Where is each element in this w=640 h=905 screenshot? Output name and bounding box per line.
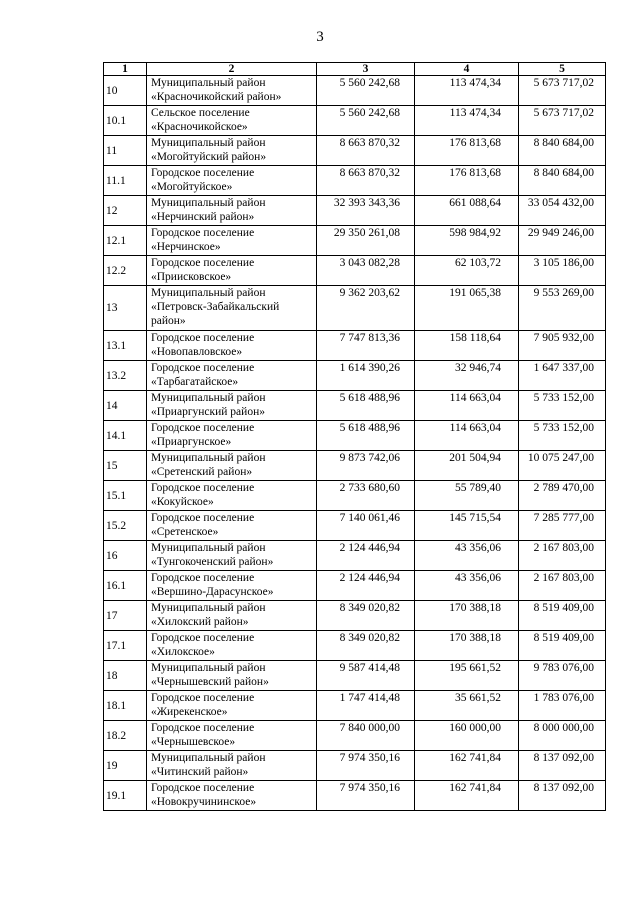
amount-col3-cell: 7 974 350,16 (317, 781, 415, 811)
amount-col4-cell: 162 741,84 (415, 751, 519, 781)
territory-name-line: Городское поселение (151, 512, 255, 524)
territory-name-cell (147, 361, 317, 391)
amount-col5-cell: 5 673 717,02 (519, 76, 606, 106)
table-row (104, 721, 606, 751)
table-row (104, 136, 606, 166)
row-number-cell: 19.1 (104, 781, 147, 811)
table-row (104, 256, 606, 286)
territory-name-cell (147, 421, 317, 451)
amount-col3-cell: 1 614 390,26 (317, 361, 415, 391)
territory-name-cell (147, 286, 317, 331)
territory-name-cell (147, 256, 317, 286)
row-number-cell: 13.1 (104, 331, 147, 361)
territory-name-cell (147, 166, 317, 196)
territory-name-cell (147, 781, 317, 811)
table-row (104, 481, 606, 511)
territory-name-line: Городское поселение (151, 227, 255, 239)
amount-col3-cell: 29 350 261,08 (317, 226, 415, 256)
amount-col5-cell: 8 137 092,00 (519, 751, 606, 781)
amount-col4-cell: 176 813,68 (415, 136, 519, 166)
table-row (104, 361, 606, 391)
amount-col5-cell: 33 054 432,00 (519, 196, 606, 226)
table-row (104, 541, 606, 571)
row-number-cell: 19 (104, 751, 147, 781)
territory-name-line: «Вершино-Дарасунское» (151, 586, 274, 598)
territory-name-cell (147, 721, 317, 751)
row-number-cell: 15 (104, 451, 147, 481)
territory-name-line: «Чернышевское» (151, 736, 236, 748)
territory-name-line: «Тунгокоченский район» (151, 556, 274, 568)
row-number-cell: 15.2 (104, 511, 147, 541)
table-row (104, 661, 606, 691)
territory-name-line: «Сретенский район» (151, 466, 253, 478)
table-header-row (104, 63, 606, 76)
territory-name-line: Городское поселение (151, 362, 255, 374)
row-number-cell: 10 (104, 76, 147, 106)
territory-name-line: Сельское поселение (151, 107, 250, 119)
amount-col4-cell: 201 504,94 (415, 451, 519, 481)
territory-name-line: район» (151, 315, 186, 327)
territory-name-line: «Хилокский район» (151, 616, 249, 628)
territory-name-line: Муниципальный район (151, 392, 266, 404)
territory-name-line: «Приаргунский район» (151, 406, 265, 418)
table-row (104, 601, 606, 631)
territory-name-line: «Нерчинский район» (151, 211, 255, 223)
territory-name-cell (147, 226, 317, 256)
amount-col4-cell: 176 813,68 (415, 166, 519, 196)
amount-col4-cell: 191 065,38 (415, 286, 519, 331)
amount-col5-cell: 8 519 409,00 (519, 631, 606, 661)
amount-col4-cell: 661 088,64 (415, 196, 519, 226)
amount-col5-cell: 7 285 777,00 (519, 511, 606, 541)
amount-col4-cell: 113 474,34 (415, 76, 519, 106)
territory-name-line: Муниципальный район (151, 197, 266, 209)
territory-name-line: «Приисковское» (151, 271, 232, 283)
amount-col5-cell: 2 167 803,00 (519, 571, 606, 601)
amount-col4-cell: 145 715,54 (415, 511, 519, 541)
column-header: 1 (104, 63, 147, 76)
amount-col5-cell: 9 553 269,00 (519, 286, 606, 331)
row-number-cell: 18.1 (104, 691, 147, 721)
row-number-cell: 18 (104, 661, 147, 691)
amount-col4-cell: 598 984,92 (415, 226, 519, 256)
table-row (104, 631, 606, 661)
row-number-cell: 14 (104, 391, 147, 421)
row-number-cell: 13 (104, 286, 147, 331)
territory-name-line: «Хилокское» (151, 646, 215, 658)
territory-name-line: Городское поселение (151, 257, 255, 269)
territory-name-line: Городское поселение (151, 782, 255, 794)
amount-col3-cell: 5 560 242,68 (317, 76, 415, 106)
territory-name-cell (147, 601, 317, 631)
territory-name-line: Городское поселение (151, 422, 255, 434)
amount-col4-cell: 113 474,34 (415, 106, 519, 136)
amount-col5-cell: 8 840 684,00 (519, 136, 606, 166)
amount-col3-cell: 8 663 870,32 (317, 166, 415, 196)
territory-name-cell (147, 331, 317, 361)
amount-col4-cell: 35 661,52 (415, 691, 519, 721)
table-row (104, 76, 606, 106)
amount-col3-cell: 7 140 061,46 (317, 511, 415, 541)
territory-name-line: Городское поселение (151, 482, 255, 494)
territory-name-line: Городское поселение (151, 692, 255, 704)
amount-col4-cell: 32 946,74 (415, 361, 519, 391)
territory-name-cell (147, 571, 317, 601)
territory-name-line: Городское поселение (151, 632, 255, 644)
territory-name-line: «Новопавловское» (151, 346, 243, 358)
table-row (104, 166, 606, 196)
amount-col3-cell: 2 124 446,94 (317, 541, 415, 571)
amount-col4-cell: 43 356,06 (415, 541, 519, 571)
territory-name-line: Городское поселение (151, 572, 255, 584)
amount-col4-cell: 62 103,72 (415, 256, 519, 286)
territory-name-cell (147, 76, 317, 106)
row-number-cell: 11 (104, 136, 147, 166)
column-header: 2 (147, 63, 317, 76)
amount-col5-cell: 9 783 076,00 (519, 661, 606, 691)
amount-col5-cell: 5 733 152,00 (519, 421, 606, 451)
table-row (104, 106, 606, 136)
row-number-cell: 13.2 (104, 361, 147, 391)
territory-name-line: «Кокуйское» (151, 496, 214, 508)
territory-name-line: Муниципальный район (151, 542, 266, 554)
amount-col5-cell: 8 840 684,00 (519, 166, 606, 196)
row-number-cell: 11.1 (104, 166, 147, 196)
territory-name-cell (147, 691, 317, 721)
territory-name-line: Муниципальный район (151, 77, 266, 89)
row-number-cell: 17 (104, 601, 147, 631)
territory-name-line: «Могойтуйское» (151, 181, 233, 193)
amount-col5-cell: 10 075 247,00 (519, 451, 606, 481)
amount-col5-cell: 7 905 932,00 (519, 331, 606, 361)
territory-name-line: «Жирекенское» (151, 706, 228, 718)
row-number-cell: 14.1 (104, 421, 147, 451)
territory-name-cell (147, 391, 317, 421)
amount-col4-cell: 195 661,52 (415, 661, 519, 691)
territory-name-line: Муниципальный район (151, 602, 266, 614)
table-row (104, 691, 606, 721)
territory-name-line: Муниципальный район (151, 287, 266, 299)
amount-col3-cell: 7 747 813,36 (317, 331, 415, 361)
territory-name-line: Муниципальный район (151, 662, 266, 674)
row-number-cell: 12.1 (104, 226, 147, 256)
row-number-cell: 17.1 (104, 631, 147, 661)
table-row (104, 226, 606, 256)
amount-col3-cell: 5 618 488,96 (317, 391, 415, 421)
amount-col5-cell: 1 647 337,00 (519, 361, 606, 391)
territory-name-line: Муниципальный район (151, 137, 266, 149)
budget-table (103, 62, 606, 811)
amount-col4-cell: 114 663,04 (415, 421, 519, 451)
territory-name-cell (147, 451, 317, 481)
page-number: 3 (316, 29, 324, 45)
amount-col3-cell: 8 349 020,82 (317, 601, 415, 631)
territory-name-line: «Могойтуйский район» (151, 151, 267, 163)
territory-name-line: «Красночикойское» (151, 121, 248, 133)
territory-name-line: Городское поселение (151, 722, 255, 734)
territory-name-line: «Тарбагатайское» (151, 376, 239, 388)
amount-col3-cell: 3 043 082,28 (317, 256, 415, 286)
table-row (104, 331, 606, 361)
territory-name-line: «Петровск-Забайкальский (151, 301, 280, 313)
territory-name-cell (147, 481, 317, 511)
table-row (104, 421, 606, 451)
row-number-cell: 15.1 (104, 481, 147, 511)
amount-col5-cell: 3 105 186,00 (519, 256, 606, 286)
column-header: 4 (415, 63, 519, 76)
amount-col3-cell: 7 974 350,16 (317, 751, 415, 781)
territory-name-cell (147, 751, 317, 781)
territory-name-line: «Приаргунское» (151, 436, 232, 448)
amount-col4-cell: 158 118,64 (415, 331, 519, 361)
territory-name-cell (147, 106, 317, 136)
amount-col3-cell: 7 840 000,00 (317, 721, 415, 751)
table-row (104, 451, 606, 481)
territory-name-line: «Новокручининское» (151, 796, 257, 808)
amount-col3-cell: 9 873 742,06 (317, 451, 415, 481)
territory-name-cell (147, 631, 317, 661)
amount-col5-cell: 5 733 152,00 (519, 391, 606, 421)
amount-col4-cell: 170 388,18 (415, 601, 519, 631)
territory-name-line: Городское поселение (151, 167, 255, 179)
amount-col5-cell: 1 783 076,00 (519, 691, 606, 721)
table-row (104, 781, 606, 811)
amount-col3-cell: 2 124 446,94 (317, 571, 415, 601)
territory-name-cell (147, 541, 317, 571)
row-number-cell: 16 (104, 541, 147, 571)
row-number-cell: 16.1 (104, 571, 147, 601)
amount-col4-cell: 162 741,84 (415, 781, 519, 811)
column-header: 5 (519, 63, 606, 76)
amount-col5-cell: 8 000 000,00 (519, 721, 606, 751)
territory-name-line: «Читинский район» (151, 766, 249, 778)
table-row (104, 751, 606, 781)
amount-col5-cell: 8 519 409,00 (519, 601, 606, 631)
column-header: 3 (317, 63, 415, 76)
row-number-cell: 12 (104, 196, 147, 226)
territory-name-line: «Нерчинское» (151, 241, 221, 253)
territory-name-line: «Чернышевский район» (151, 676, 269, 688)
territory-name-line: Городское поселение (151, 332, 255, 344)
table-row (104, 391, 606, 421)
amount-col4-cell: 114 663,04 (415, 391, 519, 421)
territory-name-cell (147, 196, 317, 226)
table-row (104, 286, 606, 331)
territory-name-line: «Сретенское» (151, 526, 219, 538)
table-row (104, 511, 606, 541)
amount-col3-cell: 1 747 414,48 (317, 691, 415, 721)
amount-col3-cell: 9 587 414,48 (317, 661, 415, 691)
amount-col5-cell: 5 673 717,02 (519, 106, 606, 136)
amount-col3-cell: 8 349 020,82 (317, 631, 415, 661)
amount-col5-cell: 2 789 470,00 (519, 481, 606, 511)
amount-col3-cell: 5 560 242,68 (317, 106, 415, 136)
amount-col4-cell: 160 000,00 (415, 721, 519, 751)
amount-col3-cell: 9 362 203,62 (317, 286, 415, 331)
amount-col3-cell: 5 618 488,96 (317, 421, 415, 451)
territory-name-line: Муниципальный район (151, 752, 266, 764)
amount-col5-cell: 8 137 092,00 (519, 781, 606, 811)
amount-col4-cell: 55 789,40 (415, 481, 519, 511)
row-number-cell: 10.1 (104, 106, 147, 136)
row-number-cell: 12.2 (104, 256, 147, 286)
amount-col3-cell: 8 663 870,32 (317, 136, 415, 166)
amount-col5-cell: 29 949 246,00 (519, 226, 606, 256)
amount-col4-cell: 43 356,06 (415, 571, 519, 601)
amount-col3-cell: 32 393 343,36 (317, 196, 415, 226)
territory-name-cell (147, 511, 317, 541)
amount-col5-cell: 2 167 803,00 (519, 541, 606, 571)
table-row (104, 196, 606, 226)
amount-col3-cell: 2 733 680,60 (317, 481, 415, 511)
territory-name-line: «Красночикойский район» (151, 91, 282, 103)
row-number-cell: 18.2 (104, 721, 147, 751)
territory-name-cell (147, 136, 317, 166)
amount-col4-cell: 170 388,18 (415, 631, 519, 661)
table-row (104, 571, 606, 601)
territory-name-line: Муниципальный район (151, 452, 266, 464)
territory-name-cell (147, 661, 317, 691)
